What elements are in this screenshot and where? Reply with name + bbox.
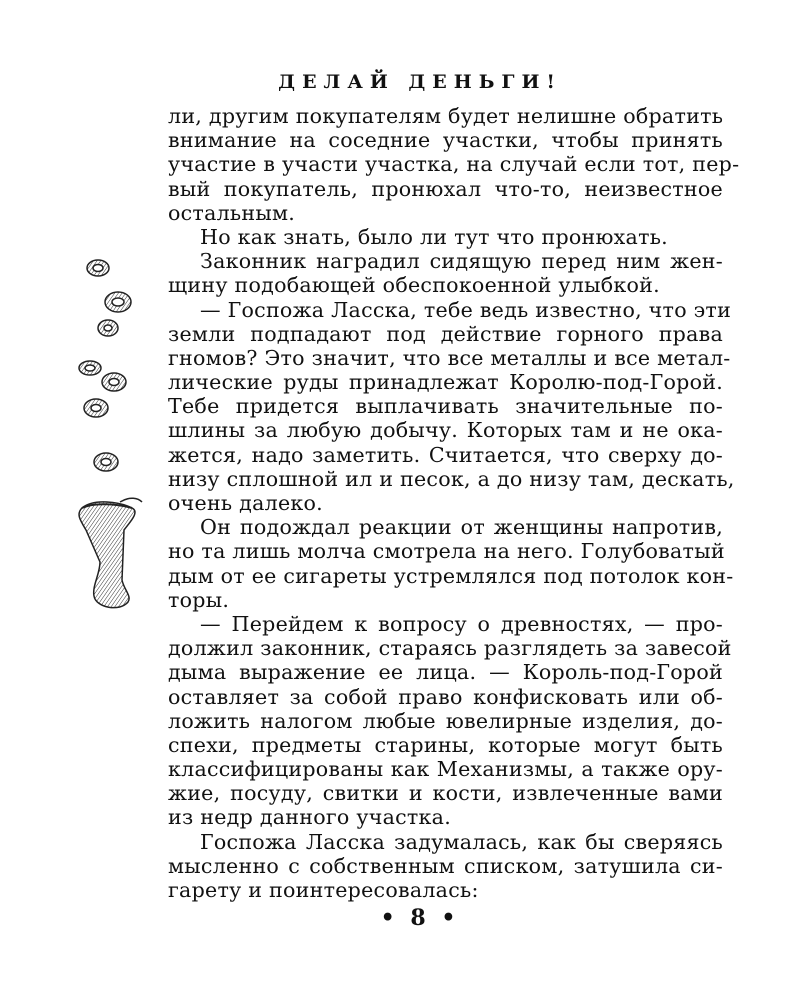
- text-line: остальным.: [168, 200, 296, 225]
- text-line: низу сплошной ил и песок, а до низу там, дескать,: [168, 466, 735, 491]
- text-line: — Перейдем к вопросу о древностях, — про-: [200, 611, 723, 636]
- text-line: Он подождал реакции от женщины напротив,: [200, 515, 723, 540]
- text-line: вый покупатель, пронюхал что-то, неизвестное: [168, 176, 723, 201]
- text-line: Тебе придется выплачивать значительные по-: [168, 394, 723, 419]
- text-line: дым от ее сигареты устремлялся под потолок кон-: [168, 563, 734, 588]
- body-text: [168, 104, 740, 902]
- text-line: — Госпожа Ласска, тебе ведь известно, что эти: [200, 297, 732, 322]
- text-line: ложить налогом любые ювелирные изделия, до-: [168, 708, 723, 733]
- coin-icon: [84, 399, 108, 417]
- text-line: из недр данного участка.: [168, 805, 451, 830]
- text-line: оставляет за собой право конфисковать или об-: [168, 684, 723, 709]
- text-line: жие, посуду, свитки и кости, извлеченные вами: [168, 781, 723, 806]
- text-line: земли подпадают под действие горного права: [168, 321, 723, 346]
- text-line: мысленно с собственным списком, затушила си-: [168, 853, 723, 878]
- text-line: гномов? Это значит, что все металлы и все метал-: [168, 345, 731, 370]
- coin-icon: [94, 453, 118, 471]
- text-line: участие в участи участка, на случай если тот, пер-: [168, 152, 740, 177]
- text-line: торы.: [168, 587, 230, 612]
- coin-icon: [98, 320, 118, 336]
- coin-icon: [79, 361, 101, 375]
- running-head-title: ДЕЛАЙ ДЕНЬГИ!: [278, 71, 562, 93]
- text-line: жется, надо заметить. Считается, что сверху до-: [168, 442, 723, 467]
- coins-and-sock-icon: [60, 240, 160, 640]
- text-line: лические руды принадлежат Королю-под-Горой.: [168, 370, 723, 395]
- coin-icon: [87, 260, 109, 276]
- sock-icon: [79, 498, 142, 607]
- text-line: щину подобающей обеспокоенной улыбкой.: [168, 273, 660, 298]
- text-line: Но как знать, было ли тут что пронюхать.: [200, 224, 668, 249]
- text-line: Госпожа Ласска задумалась, как бы сверяясь: [200, 829, 723, 854]
- text-line: дыма выражение ее лица. — Король-под-Горой: [168, 660, 723, 685]
- text-line: спехи, предметы старины, которые могут быть: [168, 732, 723, 757]
- text-line: ли, другим покупателям будет нелишне обратить: [168, 104, 724, 128]
- text-line: Законник наградил сидящую перед ним жен-: [200, 249, 723, 274]
- coin-icon: [105, 292, 131, 312]
- text-line: очень далеко.: [168, 491, 323, 515]
- text-line: но та лишь молча смотрела на него. Голубоватый: [168, 539, 725, 564]
- page-number: • 8 •: [380, 905, 460, 931]
- text-line: гарету и поинтересовалась:: [168, 878, 479, 902]
- coin-icon: [102, 373, 126, 391]
- text-line: шлины за любую добычу. Которых там и не ока-: [168, 418, 723, 443]
- text-line: внимание на соседние участки, чтобы принять: [168, 128, 723, 153]
- text-line: классифицированы как Механизмы, а также ору-: [168, 757, 723, 782]
- text-line: должил законник, стараясь разглядеть за завесой: [168, 636, 732, 661]
